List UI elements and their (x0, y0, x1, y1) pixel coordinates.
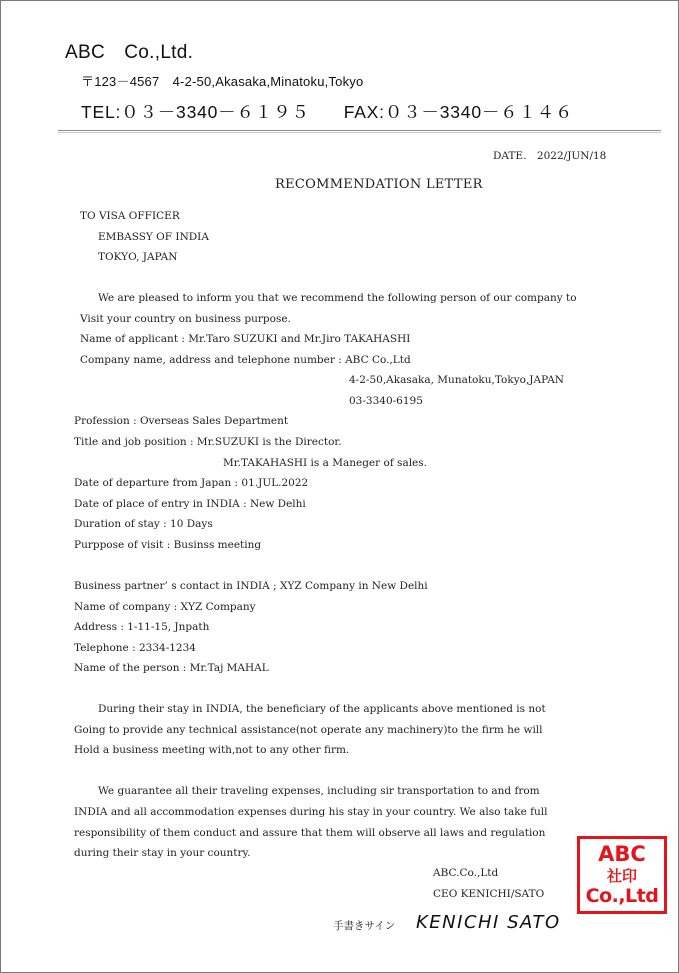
partner-line: Address : 1-11-15, Jnpath (74, 621, 210, 633)
company-info-line: 03-3340-6195 (349, 395, 423, 407)
company-address: 〒123－4567 4-2-50,Akasaka,Minatoku,Tokyo (81, 74, 364, 89)
letter-date: DATE. 2022/JUN/18 (493, 150, 607, 162)
handwritten-signature: KENICHI SATO (416, 912, 561, 933)
recipient-line: TO VISA OFFICER (80, 210, 180, 222)
partner-line: Telephone : 2334-1234 (74, 642, 196, 654)
intro-line: We are pleased to inform you that we recommend the following person of our company to (98, 292, 577, 304)
applicant-name: Name of applicant : Mr.Taro SUZUKI and Mr.Jiro TAKAHASHI (80, 333, 411, 345)
header-divider (58, 130, 661, 131)
partner-line: Business partner’ s contact in INDIA ; XYZ Company in New Delhi (74, 580, 428, 592)
guarantee-paragraph-line: We guarantee all their traveling expenses, including sir transportation to and from (98, 785, 540, 797)
stay-paragraph-line: Going to provide any technical assistance(not operate any machinery)to the firm he will (74, 724, 543, 736)
stay-duration: Duration of stay : 10 Days (74, 518, 213, 530)
intro-line: Visit your country on business purpose. (80, 313, 291, 325)
guarantee-paragraph-line: responsibility of them conduct and assure that them will observe all laws and regulation (74, 827, 546, 839)
title-position-line: Mr.TAKAHASHI is a Maneger of sales. (223, 457, 427, 469)
seal-line: Co.,Ltd (585, 885, 659, 907)
company-name: ABC Co.,Ltd. (65, 42, 194, 63)
company-tel: TEL:０３－3340－６１９５ (81, 102, 310, 122)
company-seal-stamp (577, 836, 667, 914)
signature-label: 手書きサイン (333, 920, 396, 932)
seal-line: 社印 (606, 867, 637, 885)
recipient-line: EMBASSY OF INDIA (98, 231, 209, 243)
recipient-line: TOKYO, JAPAN (98, 251, 178, 263)
company-contact (81, 99, 573, 124)
header-divider-shadow (58, 132, 661, 133)
entry-place: Date of place of entry in INDIA : New Delhi (74, 498, 306, 510)
stay-paragraph-line: Hold a business meeting with,not to any other firm. (74, 744, 350, 756)
departure-date: Date of departure from Japan : 01.JUL.2022 (74, 477, 309, 489)
closing-signer: CEO KENICHI/SATO (433, 888, 545, 900)
seal-line: ABC (598, 842, 646, 866)
closing-company: ABC.Co.,Ltd (433, 867, 499, 879)
guarantee-paragraph-line: INDIA and all accommodation expenses during his stay in your country. We also take full (74, 806, 548, 818)
letter-title: RECOMMENDATION LETTER (275, 177, 483, 192)
company-fax: FAX:０３－3340－６１４６ (343, 102, 574, 122)
company-info-line: 4-2-50,Akasaka, Munatoku,Tokyo,JAPAN (349, 374, 564, 386)
title-position-line: Title and job position : Mr.SUZUKI is the Director. (74, 436, 342, 448)
stay-paragraph-line: During their stay in INDIA, the beneficiary of the applicants above mentioned is not (98, 703, 546, 715)
visit-purpose: Purppose of visit : Businss meeting (74, 539, 262, 551)
partner-line: Name of company : XYZ Company (74, 601, 256, 613)
profession: Profession : Overseas Sales Department (74, 415, 289, 427)
guarantee-paragraph-line: during their stay in your country. (74, 847, 251, 859)
company-info-line: Company name, address and telephone number : ABC Co.,Ltd (80, 354, 411, 366)
partner-line: Name of the person : Mr.Taj MAHAL (74, 662, 269, 674)
